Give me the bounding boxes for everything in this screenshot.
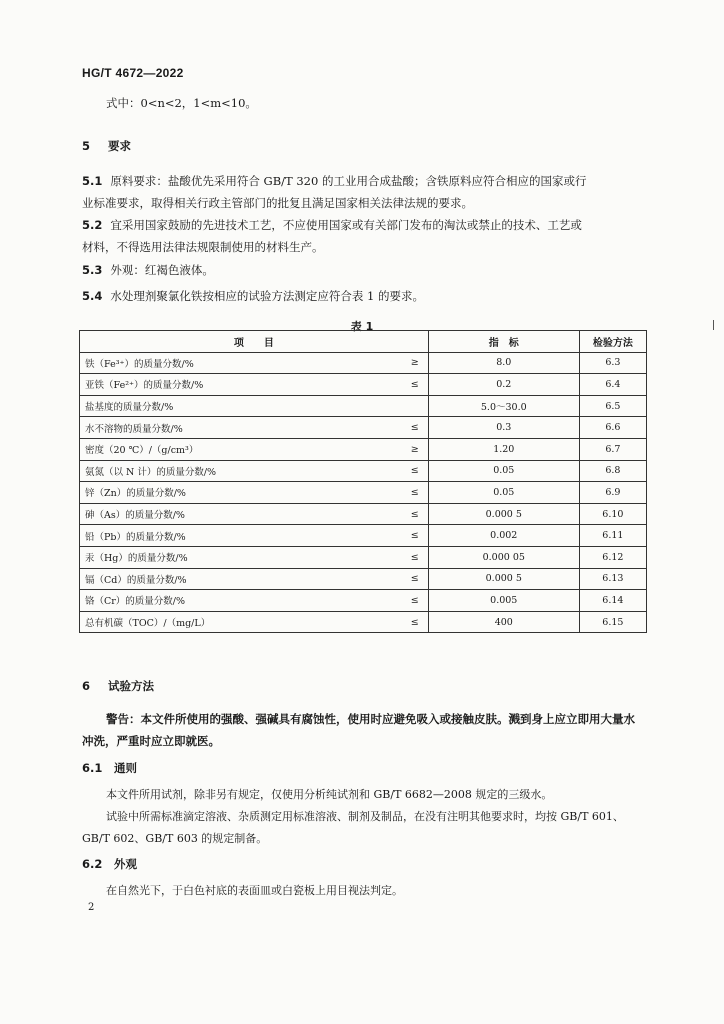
- row-value: 0.000 5: [428, 568, 579, 590]
- row-item: 铁（Fe³⁺）的质量分数/%: [80, 352, 402, 374]
- row-comparator: ≤: [402, 417, 429, 439]
- safety-warning: 警告：本文件所使用的强酸、强碱具有腐蚀性，使用时应避免吸入或接触皮肤。溅到身上应立即用大量水冲洗，严重时应立即就医。: [82, 712, 635, 748]
- subsection-title: 外观: [114, 857, 137, 871]
- table-row: [80, 395, 647, 417]
- row-method: 6.6: [579, 417, 646, 439]
- row-value: 0.2: [428, 374, 579, 396]
- requirements-table: [79, 330, 647, 633]
- row-item: 铬（Cr）的质量分数/%: [80, 590, 402, 612]
- row-item: 水不溶物的质量分数/%: [80, 417, 402, 439]
- row-value: 1.20: [428, 438, 579, 460]
- subsection-title: 通则: [114, 761, 137, 775]
- table-row: [80, 611, 647, 633]
- row-item: 氨氮（以 N 计）的质量分数/%: [80, 460, 402, 482]
- clause-number: 5.2: [82, 218, 103, 232]
- clause-text-line: 业标准要求，取得相关行政主管部门的批复且满足国家相关法律法规的要求。: [82, 196, 473, 210]
- row-value: 0.3: [428, 417, 579, 439]
- table-title: 表 1: [350, 320, 374, 333]
- section-number: 5: [82, 139, 91, 153]
- table-row: [80, 417, 647, 439]
- section-title: 要求: [108, 139, 131, 153]
- table-row: [80, 590, 647, 612]
- row-method: 6.15: [579, 611, 646, 633]
- clause-5-3: [82, 259, 642, 281]
- scan-mark: [713, 320, 714, 330]
- row-item: 密度（20 ℃）/（g/cm³）: [80, 438, 402, 460]
- row-method: 6.4: [579, 374, 646, 396]
- row-comparator: ≤: [402, 503, 429, 525]
- clause-5-2: [82, 214, 642, 258]
- paragraph-appearance: 在自然光下，于白色衬底的表面皿或白瓷板上用目视法判定。: [106, 884, 403, 897]
- row-method: 6.13: [579, 568, 646, 590]
- row-item: 铅（Pb）的质量分数/%: [80, 525, 402, 547]
- row-comparator: ≥: [402, 438, 429, 460]
- row-method: 6.7: [579, 438, 646, 460]
- row-comparator: ≤: [402, 590, 429, 612]
- header-value: 指 标: [428, 331, 579, 353]
- row-comparator: ≤: [402, 568, 429, 590]
- row-comparator: [402, 395, 429, 417]
- row-comparator: ≤: [402, 374, 429, 396]
- row-value: 0.005: [428, 590, 579, 612]
- clause-text-line: 材料，不得选用法律法规限制使用的材料生产。: [82, 240, 324, 254]
- table-row: [80, 460, 647, 482]
- row-value: 0.002: [428, 525, 579, 547]
- subsection-6-1-heading: [82, 760, 137, 776]
- section-number: 6: [82, 679, 91, 693]
- section-5-heading: [82, 138, 131, 154]
- table-header-row: [80, 331, 647, 353]
- header-method: 检验方法: [579, 331, 646, 353]
- row-method: 6.11: [579, 525, 646, 547]
- table-row: [80, 374, 647, 396]
- clause-number: 5.1: [82, 174, 103, 188]
- row-method: 6.12: [579, 546, 646, 568]
- row-value: 0.000 05: [428, 546, 579, 568]
- clause-number: 5.4: [82, 289, 103, 303]
- row-value: 5.0～30.0: [428, 395, 579, 417]
- clause-text-line: 宜采用国家鼓励的先进技术工艺，不应使用国家或有关部门发布的淘汰或禁止的技术、工艺或: [110, 218, 582, 232]
- clause-text-line: 原料要求：盐酸优先采用符合 GB/T 320 的工业用合成盐酸；含铁原料应符合相应的国家或行: [110, 174, 587, 188]
- row-item: 锌（Zn）的质量分数/%: [80, 482, 402, 504]
- subsection-6-2-heading: [82, 856, 137, 872]
- row-comparator: ≤: [402, 460, 429, 482]
- row-item: 盐基度的质量分数/%: [80, 395, 402, 417]
- row-method: 6.14: [579, 590, 646, 612]
- row-item: 砷（As）的质量分数/%: [80, 503, 402, 525]
- row-value: 0.000 5: [428, 503, 579, 525]
- clause-5-1: [82, 170, 642, 214]
- standard-code: HG/T 4672—2022: [82, 66, 184, 80]
- row-comparator: ≤: [402, 482, 429, 504]
- table-row: [80, 482, 647, 504]
- row-comparator: ≤: [402, 546, 429, 568]
- row-comparator: ≤: [402, 611, 429, 633]
- section-6-heading: [82, 678, 154, 694]
- header-item: 项 目: [80, 331, 429, 353]
- section-title: 试验方法: [108, 679, 154, 693]
- paragraph-reagents: 本文件所用试剂，除非另有规定，仅使用分析纯试剂和 GB/T 6682—2008 规定的三级水。: [106, 788, 553, 801]
- page-number: 2: [88, 902, 95, 913]
- table-row: [80, 568, 647, 590]
- table-row: [80, 546, 647, 568]
- row-value: 0.05: [428, 460, 579, 482]
- row-method: 6.3: [579, 352, 646, 374]
- row-method: 6.10: [579, 503, 646, 525]
- row-value: 400: [428, 611, 579, 633]
- row-item: 镉（Cd）的质量分数/%: [80, 568, 402, 590]
- row-value: 0.05: [428, 482, 579, 504]
- table-row: [80, 503, 647, 525]
- clause-number: 5.3: [82, 263, 103, 277]
- row-item: 总有机碳（TOC）/（mg/L）: [80, 611, 402, 633]
- paragraph-standard-solutions: 试验中所需标准滴定溶液、杂质测定用标准溶液、制剂及制品，在没有注明其他要求时，均按 GB/T 601、GB/T 602、GB/T 603 的规定制备。: [82, 810, 624, 845]
- row-method: 6.9: [579, 482, 646, 504]
- subsection-number: 6.2: [82, 857, 103, 871]
- row-method: 6.5: [579, 395, 646, 417]
- row-method: 6.8: [579, 460, 646, 482]
- clause-5-4: [82, 285, 642, 307]
- row-comparator: ≥: [402, 352, 429, 374]
- clause-text-line: 水处理剂聚氯化铁按相应的试验方法测定应符合表 1 的要求。: [110, 289, 424, 303]
- table-row: [80, 352, 647, 374]
- clause-text-line: 外观：红褐色液体。: [110, 263, 214, 277]
- table-row: [80, 438, 647, 460]
- row-item: 亚铁（Fe²⁺）的质量分数/%: [80, 374, 402, 396]
- row-comparator: ≤: [402, 525, 429, 547]
- row-value: 8.0: [428, 352, 579, 374]
- subsection-number: 6.1: [82, 761, 103, 775]
- table-row: [80, 525, 647, 547]
- formula-line: 式中：0<n<2，1<m<10。: [106, 96, 257, 110]
- row-item: 汞（Hg）的质量分数/%: [80, 546, 402, 568]
